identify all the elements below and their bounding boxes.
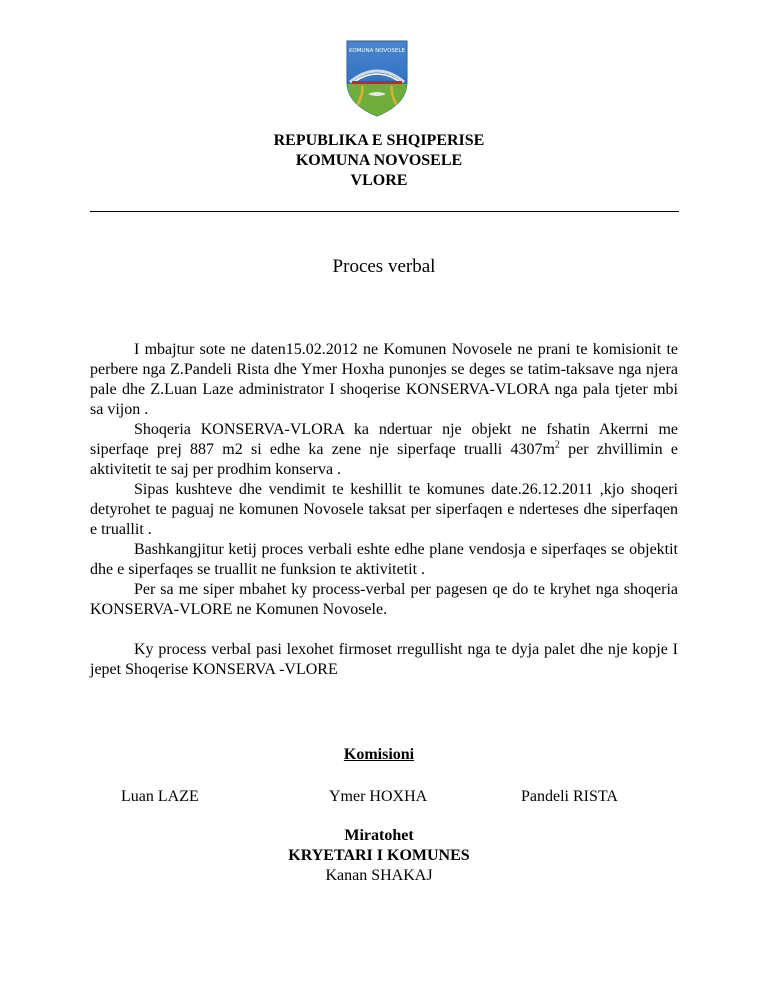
header-municipality: KOMUNA NOVOSELE xyxy=(295,152,463,169)
paragraph-5: Per sa me siper mbahet ky process-verbal per pagesen qe do te kryhet nga shoqeria KONSERVA-VLORE ne Komunen Novosele. xyxy=(90,581,678,618)
commission-member-3: Pandeli RISTA xyxy=(521,788,618,805)
commission-heading xyxy=(0,745,768,765)
approval-label: Miratohet xyxy=(344,827,414,844)
approval-name: Kanan SHAKAJ xyxy=(325,867,433,884)
document-body xyxy=(90,340,678,680)
paragraph-2-text-end: per zhvillimin e aktivitetit te saj per prodhim konserva . xyxy=(90,441,678,478)
header-city: VLORE xyxy=(350,172,408,189)
municipality-crest-icon xyxy=(344,38,410,118)
approval-block xyxy=(0,826,768,886)
emblem-label: KOMUNA NOVOSELE xyxy=(349,48,405,54)
paragraph-1: I mbajtur sote ne daten15.02.2012 ne Komunen Novosele ne prani te komisionit te perbere nga Z.Pandeli Rista dhe Ymer Hoxha punonjes se deges se tatim-taksave nga njera pale dhe Z.Luan Laze administrator I shoqerise KONSERVA-VLORA nga pala tjeter mbi sa vijon . xyxy=(90,341,678,418)
superscript-squared: 2 xyxy=(554,439,560,451)
paragraph-4: Bashkangjitur ketij proces verbali eshte edhe plane vendosja e siperfaqes se objektit dhe e siperfaqes se truallit ne funksion te aktivitetit . xyxy=(90,541,678,578)
paragraph-3: Sipas kushteve dhe vendimit te keshillit te komunes date.26.12.2011 ,kjo shoqeri detyrohet te paguaj ne komunen Novosele taksat per siperfaqen e nderteses dhe siperfaqen e truallit . xyxy=(90,481,678,538)
header-divider xyxy=(90,211,679,212)
approval-role: KRYETARI I KOMUNES xyxy=(288,847,470,864)
commission-member-1: Luan LAZE xyxy=(121,788,199,805)
paragraph-closing: Ky process verbal pasi lexohet firmoset rregullisht nga te dyja palet dhe nje kopje I jepet Shoqerise KONSERVA -VLORE xyxy=(90,641,678,678)
document-title: Proces verbal xyxy=(332,256,436,277)
document-header xyxy=(0,131,768,191)
paragraph-2-text: Shoqeria KONSERVA-VLORA ka ndertuar nje objekt ne fshatin Akerrni me siperfaqe prej 887 m2 si edhe ka zene nje siperfaqe trualli 4307m xyxy=(90,421,678,458)
commission-heading-text: Komisioni xyxy=(343,746,415,763)
commission-member-2: Ymer HOXHA xyxy=(329,788,428,805)
paragraph-2 xyxy=(90,420,678,480)
header-country: REPUBLIKA E SHQIPERISE xyxy=(273,132,485,149)
